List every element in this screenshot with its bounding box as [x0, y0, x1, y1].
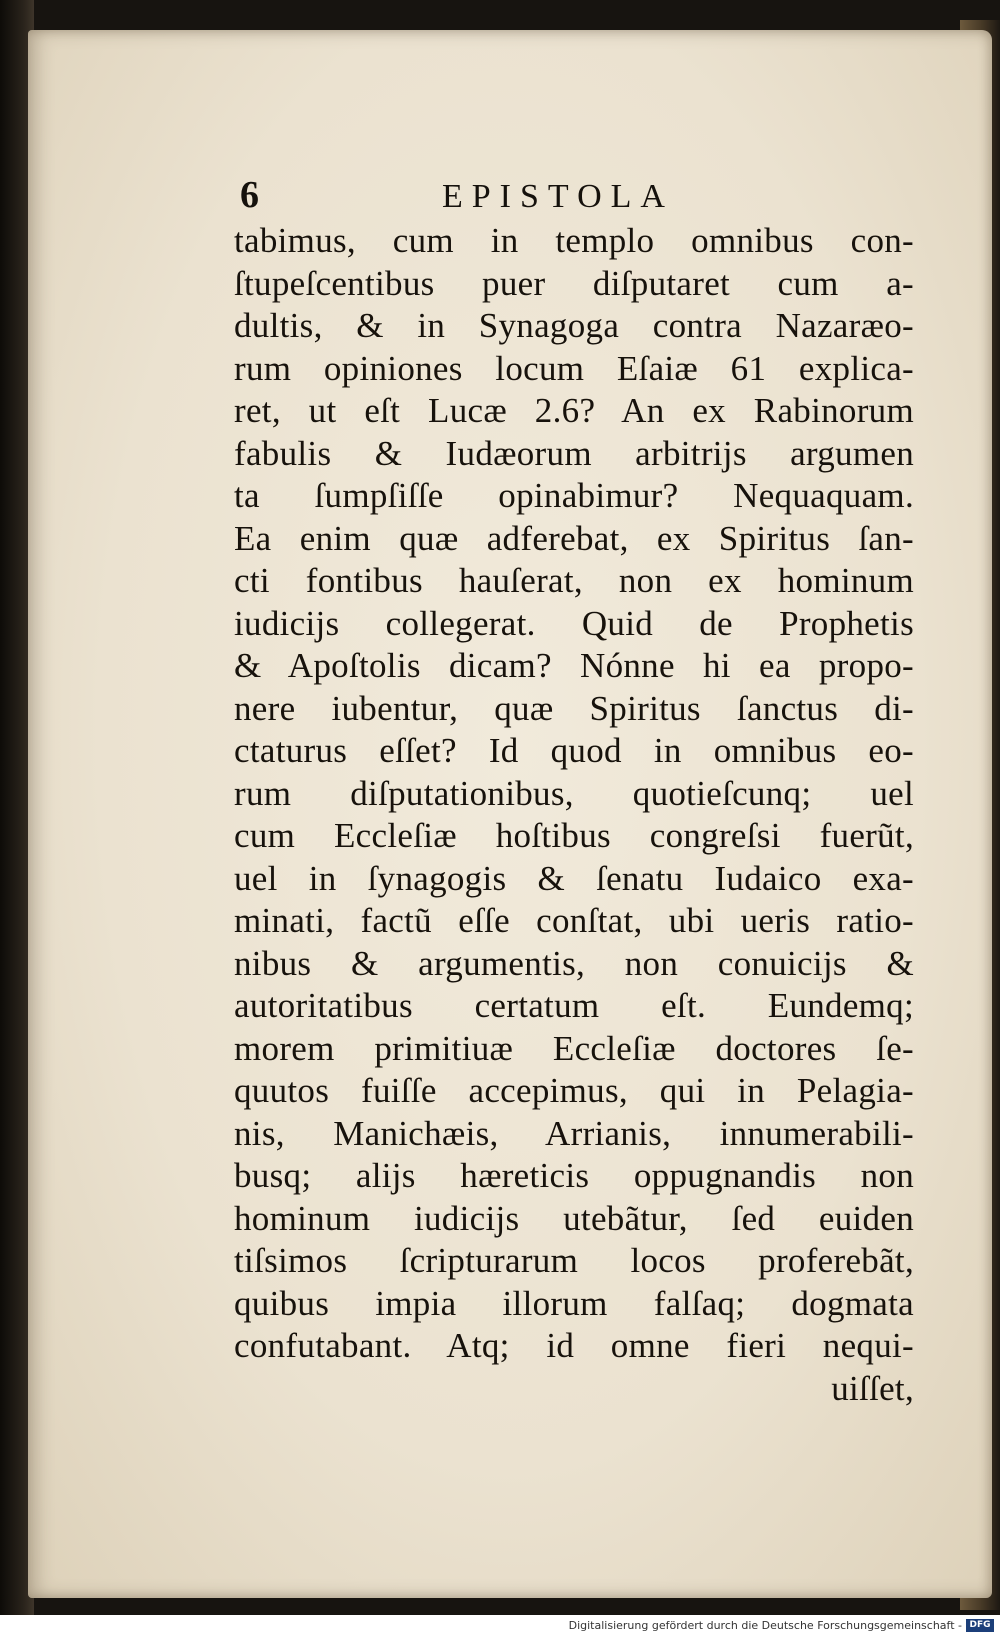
text-line: tabimus, cum in templo omnibus con- — [234, 221, 914, 260]
text-line: fabulis & Iudæorum arbitrijs argumen — [234, 433, 914, 473]
text-line: nere iubentur, quæ Spiritus ſanctus di- — [234, 688, 914, 728]
body-text — [234, 220, 914, 1410]
funding-credit: Digitalisierung gefördert durch die Deutsche Forschungsgemeinschaft - — [568, 1619, 962, 1632]
text-line: tiſsimos ſcripturarum locos proferebãt, — [234, 1241, 914, 1280]
page-header — [240, 175, 910, 215]
text-line: iudicijs collegerat. Quid de Prophetis — [234, 603, 914, 643]
catchword: uiſſet, — [831, 1368, 914, 1408]
text-line: Ea enim quæ adferebat, ex Spiritus ſan- — [234, 518, 914, 558]
text-line: ſtupeſcentibus puer diſputaret cum a- — [234, 263, 914, 303]
text-line: quibus impia illorum falſaq; dogmata — [234, 1283, 914, 1323]
text-line: confutabant. Atq; id omne fieri nequi- — [234, 1326, 914, 1365]
dfg-logo: DFG — [966, 1619, 994, 1632]
text-line: ta ſumpſiſſe opinabimur? Nequaquam. — [234, 476, 914, 515]
text-line: morem primitiuæ Eccleſiæ doctores ſe- — [234, 1028, 914, 1068]
text-line: & Apoſtolis dicam? Nónne hi ea propo- — [234, 646, 914, 685]
text-line: quutos fuiſſe accepimus, qui in Pelagia- — [234, 1071, 914, 1110]
text-line: uel in ſynagogis & ſenatu Iudaico exa- — [234, 858, 914, 898]
text-line: ret, ut eſt Lucæ 2.6? An ex Rabinorum — [234, 391, 914, 430]
text-line: nis, Manichæis, Arrianis, innumerabili- — [234, 1113, 914, 1153]
text-line: autoritatibus certatum eſt. Eundemq; — [234, 986, 914, 1025]
text-line: ctaturus eſſet? Id quod in omnibus eo- — [234, 731, 914, 770]
text-line: dultis, & in Synagoga contra Nazaræo- — [234, 306, 914, 345]
text-line: busq; alijs hæreticis oppugnandis non — [234, 1156, 914, 1195]
text-line: minati, factũ eſſe conſtat, ubi ueris ratio- — [234, 901, 914, 940]
text-line: rum diſputationibus, quotieſcunq; uel — [234, 773, 914, 813]
text-line: nibus & argumentis, non conuicijs & — [234, 943, 914, 983]
text-line: rum opiniones locum Eſaiæ 61 explica- — [234, 348, 914, 388]
page-number: 6 — [240, 174, 259, 216]
text-line: cum Eccleſiæ hoſtibus congreſsi fuerũt, — [234, 816, 914, 855]
text-line: cti fontibus hauſerat, non ex hominum — [234, 561, 914, 600]
text-line: hominum iudicijs utebãtur, ſed euiden — [234, 1198, 914, 1238]
running-head: EPISTOLA — [442, 178, 674, 215]
